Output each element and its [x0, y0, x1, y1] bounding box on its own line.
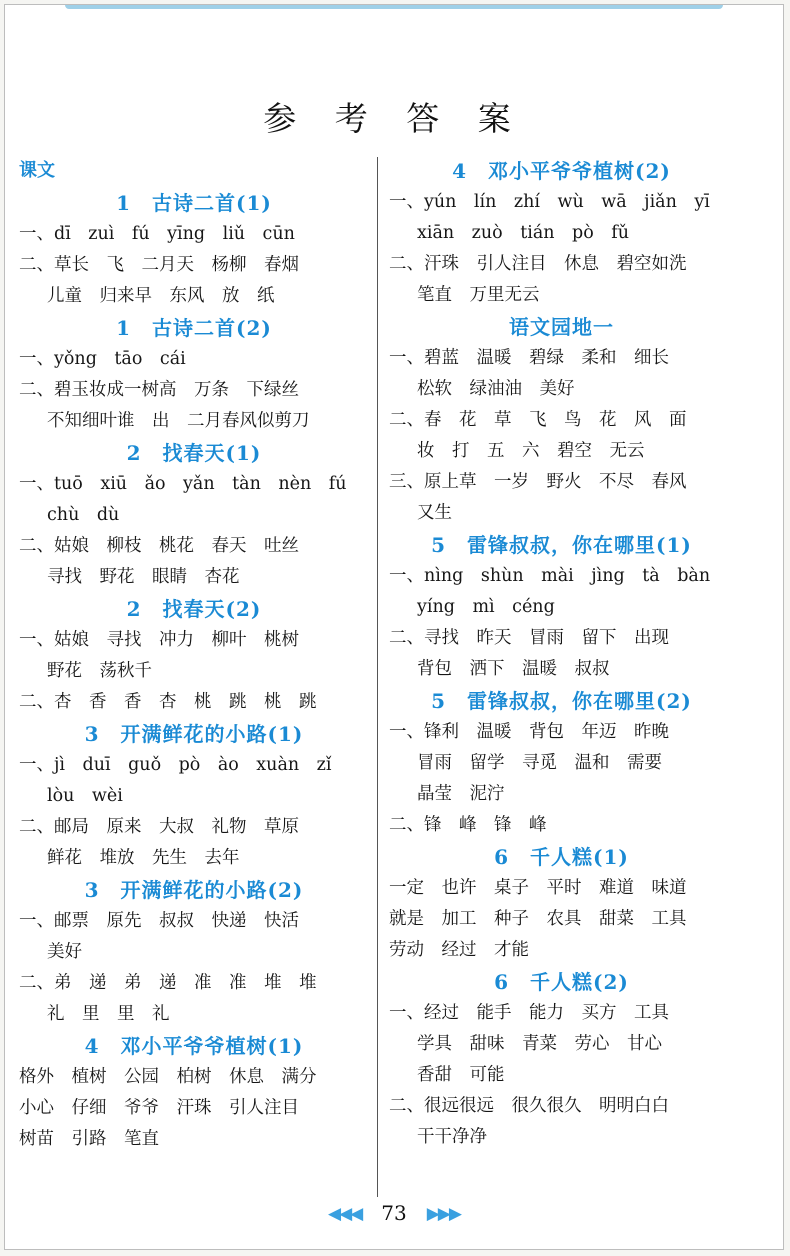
answer-line: 松软 绿油油 美好	[417, 379, 575, 399]
answer-line: 晶莹 泥泞	[417, 784, 505, 804]
answer-line: 寻找 野花 眼睛 杏花	[47, 567, 240, 587]
answer-line: 美好	[47, 942, 82, 962]
answer-line: 一、yún lín zhí wù wā jiǎn yī	[389, 192, 710, 212]
answer-line: 二、汗珠 引人注目 休息 碧空如洗	[389, 254, 687, 274]
answer-line: lòu wèi	[47, 786, 123, 806]
answer-line: 一、经过 能手 能力 买方 工具	[389, 1003, 669, 1023]
section-heading: 3 开满鲜花的小路(2)	[84, 878, 304, 902]
section-heading: 2 找春天(1)	[126, 441, 262, 465]
answer-line: 一、dī zuì fú yīng liǔ cūn	[19, 224, 295, 244]
answer-line: 笔直 万里无云	[417, 285, 540, 305]
answer-line: 二、草长 飞 二月天 杨柳 春烟	[19, 255, 299, 275]
category-label: 课文	[19, 160, 55, 181]
section-heading: 6 千人糕(1)	[494, 845, 629, 869]
answer-line: 学具 甜味 青菜 劳心 甘心	[417, 1034, 662, 1054]
answer-line: 一、姑娘 寻找 冲力 柳叶 桃树	[19, 630, 299, 650]
answer-line: 一、yǒng tāo cái	[19, 349, 186, 369]
answer-line: 儿童 归来早 东风 放 纸	[47, 286, 275, 306]
answer-line: xiān zuò tián pò fǔ	[417, 223, 630, 243]
answer-line: 二、很远很远 很久很久 明明白白	[389, 1096, 669, 1116]
answer-line: 不知细叶谁 出 二月春风似剪刀	[47, 411, 310, 431]
left-column	[19, 155, 369, 1155]
answer-line: 野花 荡秋千	[47, 661, 152, 681]
prev-arrows-icon: ◀◀◀	[328, 1204, 362, 1224]
answer-line: 二、杏 香 香 杏 桃 跳 桃 跳	[19, 692, 317, 712]
section-heading: 3 开满鲜花的小路(1)	[84, 722, 304, 746]
answer-line: chù dù	[47, 505, 120, 525]
answer-line: 一定 也许 桌子 平时 难道 味道	[389, 878, 687, 898]
section-heading: 语文园地一	[509, 315, 614, 339]
answer-line: 二、碧玉妆成一树高 万条 下绿丝	[19, 380, 299, 400]
answer-line: 妆 打 五 六 碧空 无云	[417, 441, 645, 461]
answer-line: 一、邮票 原先 叔叔 快递 快活	[19, 911, 299, 931]
answer-line: yíng mì céng	[417, 597, 555, 617]
section-heading: 4 邓小平爷爷植树(2)	[452, 159, 671, 183]
section-heading: 4 邓小平爷爷植树(1)	[84, 1034, 304, 1058]
answer-line: 二、姑娘 柳枝 桃花 春天 吐丝	[19, 536, 299, 556]
answer-line: 树苗 引路 笔直	[19, 1129, 159, 1149]
section-heading: 6 千人糕(2)	[494, 970, 629, 994]
answer-line: 香甜 可能	[417, 1065, 505, 1085]
answer-line: 背包 洒下 温暖 叔叔	[417, 659, 610, 679]
answer-line: 一、jì duī guǒ pò ào xuàn zǐ	[19, 755, 332, 775]
answer-line: 二、春 花 草 飞 鸟 花 风 面	[389, 410, 687, 430]
section-heading: 2 找春天(2)	[126, 597, 262, 621]
answer-line: 礼 里 里 礼	[47, 1004, 170, 1024]
page-title: 参 考 答 案	[263, 99, 525, 138]
right-column	[389, 155, 734, 1153]
section-heading: 5 雷锋叔叔，你在哪里(1)	[431, 533, 692, 557]
section-heading: 1 古诗二首(1)	[116, 191, 272, 215]
page-number: 73	[381, 1201, 407, 1225]
answer-line: 就是 加工 种子 农具 甜菜 工具	[389, 909, 687, 929]
answer-page	[4, 4, 784, 1250]
answer-line: 小心 仔细 爷爷 汗珠 引人注目	[19, 1098, 299, 1118]
answer-line: 格外 植树 公园 柏树 休息 满分	[19, 1067, 317, 1087]
next-arrows-icon: ▶▶▶	[426, 1204, 460, 1224]
answer-line: 二、弟 递 弟 递 准 准 堆 堆	[19, 973, 317, 993]
answer-line: 干干净净	[417, 1127, 487, 1147]
answer-line: 二、锋 峰 锋 峰	[389, 815, 547, 835]
section-heading: 5 雷锋叔叔，你在哪里(2)	[431, 689, 692, 713]
answer-line: 一、nìng shùn mài jìng tà bàn	[389, 566, 711, 586]
answer-line: 二、寻找 昨天 冒雨 留下 出现	[389, 628, 669, 648]
top-decor-bar	[65, 5, 723, 9]
answer-line: 又生	[417, 503, 452, 523]
answer-line: 鲜花 堆放 先生 去年	[47, 848, 240, 868]
answer-line: 一、tuō xiū ǎo yǎn tàn nèn fú	[19, 474, 347, 494]
answer-line: 一、碧蓝 温暖 碧绿 柔和 细长	[389, 348, 669, 368]
section-heading: 1 古诗二首(2)	[116, 316, 272, 340]
answer-line: 冒雨 留学 寻觅 温和 需要	[417, 753, 662, 773]
answer-line: 二、邮局 原来 大叔 礼物 草原	[19, 817, 299, 837]
column-divider	[377, 157, 378, 1197]
answer-line: 一、锋利 温暖 背包 年迈 昨晚	[389, 722, 669, 742]
answer-line: 三、原上草 一岁 野火 不尽 春风	[389, 472, 687, 492]
page-footer	[5, 1201, 783, 1231]
answer-line: 劳动 经过 才能	[389, 940, 529, 960]
